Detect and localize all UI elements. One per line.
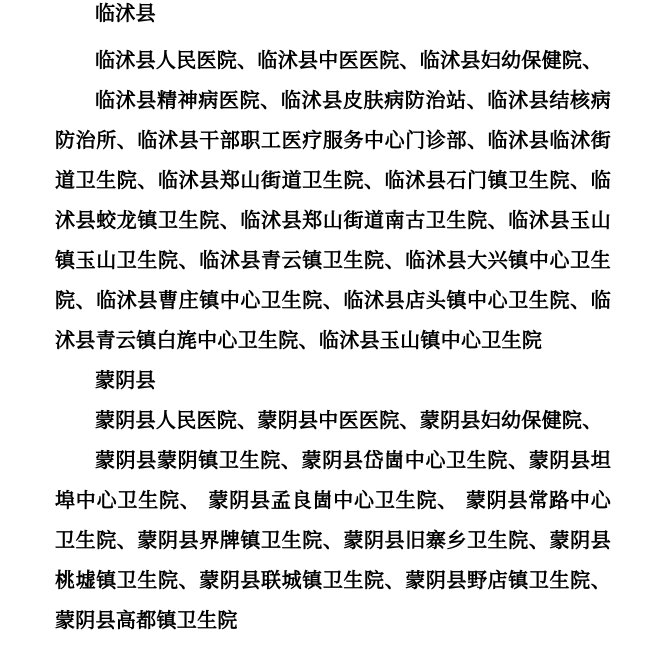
section-heading-mengyin: 蒙阴县 [95,368,156,392]
mengyin-paragraph-2: 蒙阴县蒙阴镇卫生院、蒙阴县岱崮中心卫生院、蒙阴县坦埠中心卫生院、 蒙阴县孟良崮中心卫生院、 蒙阴县常路中心卫生院、蒙阴县界牌镇卫生院、蒙阴县旧寨乡卫生院、蒙阴县桃墟镇卫生院、蒙阴县联城镇卫生院、蒙阴县野店镇卫生院、蒙阴县高都镇卫生院 [55,448,611,632]
document-body [55,0,611,640]
mengyin-paragraph-1: 蒙阴县人民医院、蒙阴县中医医院、蒙阴县妇幼保健院、 [95,408,603,432]
linshu-paragraph-1: 临沭县人民医院、临沭县中医医院、临沭县妇幼保健院、 [95,48,603,72]
linshu-paragraph-2: 临沭县精神病医院、临沭县皮肤病防治站、临沭县结核病防治所、临沭县干部职工医疗服务中心门诊部、临沭县临沭街道卫生院、临沭县郑山街道卫生院、临沭县石门镇卫生院、临沭县蛟龙镇卫生院、临沭县郑山街道南古卫生院、临沭县玉山镇玉山卫生院、临沭县青云镇卫生院、临沭县大兴镇中心卫生院、临沭县曹庄镇中心卫生院、临沭县店头镇中心卫生院、临沭县青云镇白旄中心卫生院、临沭县玉山镇中心卫生院 [55,88,611,352]
section-heading-linshu: 临沭县 [95,1,156,25]
